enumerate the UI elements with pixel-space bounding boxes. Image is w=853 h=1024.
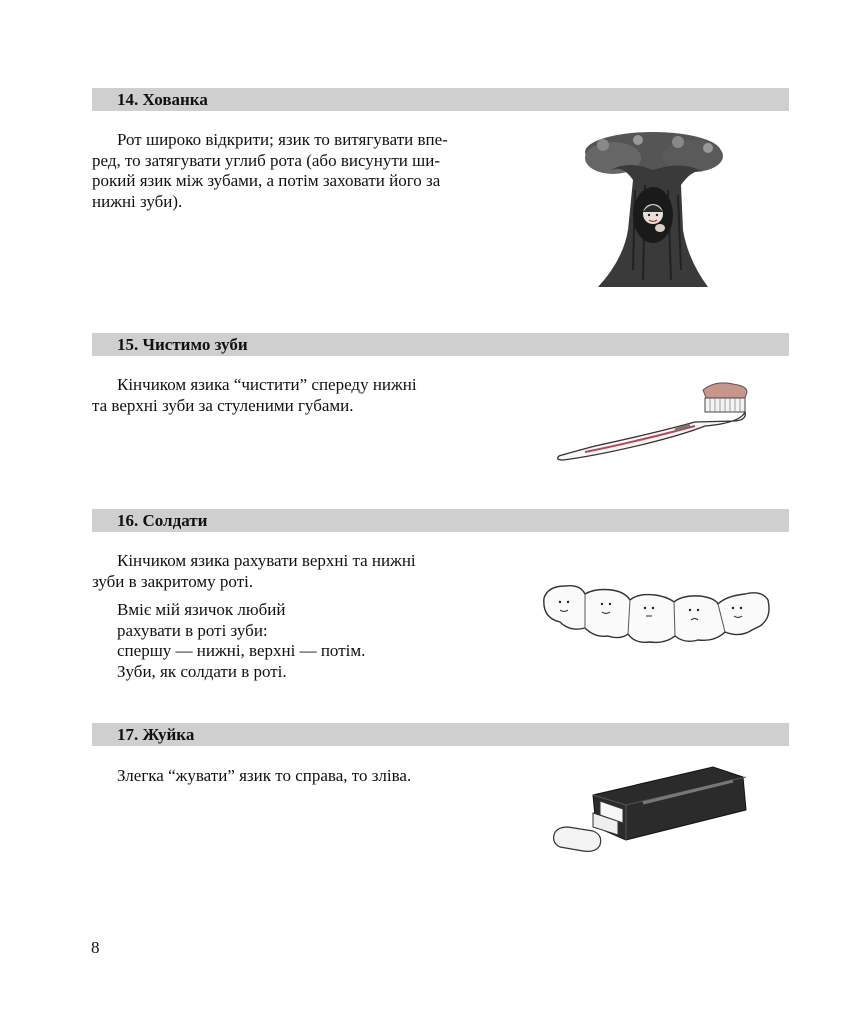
section-17-title: 17. Жуйка bbox=[117, 725, 195, 744]
teeth-row-illustration bbox=[540, 578, 775, 648]
section-14-title: 14. Хованка bbox=[117, 90, 208, 109]
text-line: Злегка “жувати” язик то справа, то зліва. bbox=[117, 766, 412, 785]
section-16-title: 16. Солдати bbox=[117, 511, 208, 530]
section-15-text bbox=[92, 375, 492, 416]
text-line: ред, то затягувати углиб рота (або висунути ши- bbox=[92, 150, 441, 170]
text-line: Кінчиком язика рахувати верхні та нижні bbox=[117, 551, 416, 570]
text-line: Рот широко відкрити; язик то витягувати впе- bbox=[117, 130, 448, 149]
section-17-header bbox=[92, 723, 789, 746]
section-16-text bbox=[92, 551, 492, 592]
text-line: зуби в закритому роті. bbox=[92, 571, 254, 591]
poem-line: Зуби, як солдати в роті. bbox=[117, 661, 287, 681]
toothbrush-illustration bbox=[555, 378, 755, 463]
poem-line: рахувати в роті зуби: bbox=[117, 620, 268, 640]
text-line: рокий язик між зубами, а потім заховати його за bbox=[92, 171, 441, 190]
text-line: нижні зуби). bbox=[92, 191, 183, 211]
section-15-header bbox=[92, 333, 789, 356]
section-17-text bbox=[92, 766, 512, 787]
section-16-poem bbox=[117, 600, 365, 682]
text-line: та верхні зуби за стуленими губами. bbox=[92, 395, 354, 415]
tree-hollow-girl-illustration bbox=[583, 130, 723, 287]
page-number: 8 bbox=[91, 938, 100, 957]
text-line: Кінчиком язика “чистити” спереду нижні bbox=[117, 375, 417, 394]
section-14-text bbox=[92, 130, 492, 212]
poem-line: Вміє мій язичок любий bbox=[117, 600, 286, 619]
section-14-header bbox=[92, 88, 789, 111]
section-16-header bbox=[92, 509, 789, 532]
chewing-gum-pack-illustration bbox=[548, 765, 763, 860]
section-15-title: 15. Чистимо зуби bbox=[117, 335, 248, 354]
poem-line: спершу — нижні, верхні — потім. bbox=[117, 641, 366, 660]
